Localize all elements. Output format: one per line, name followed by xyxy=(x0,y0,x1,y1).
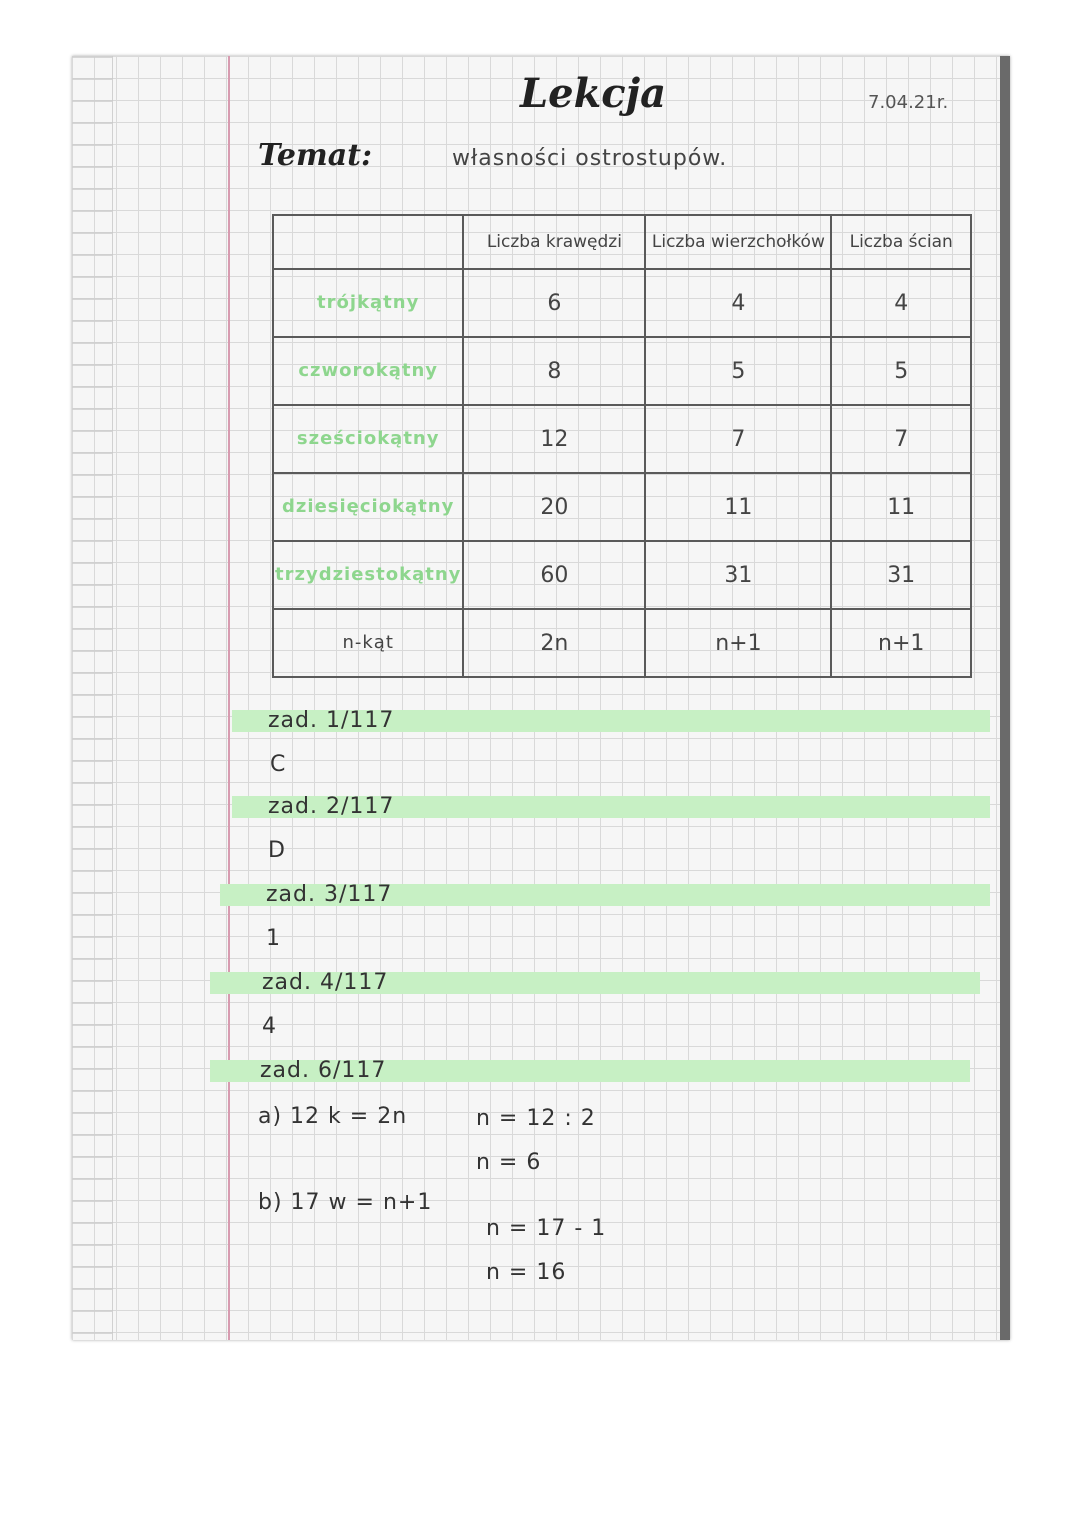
lesson-title: Lekcja xyxy=(520,70,667,117)
table-row xyxy=(273,541,971,609)
topic-label: Temat: xyxy=(258,138,373,173)
pyramid-properties-table xyxy=(272,214,972,678)
task-label: zad. 4/117 xyxy=(262,970,389,995)
edges-cell: 2n xyxy=(463,609,645,677)
row-label: dziesięciokątny xyxy=(273,473,463,541)
row-label: n-kąt xyxy=(273,609,463,677)
topic-text: własności ostrostupów. xyxy=(452,146,728,171)
table-row xyxy=(273,609,971,677)
row-label: trójkątny xyxy=(273,269,463,337)
edges-cell: 60 xyxy=(463,541,645,609)
edges-cell: 20 xyxy=(463,473,645,541)
task6-b-equation: b) 17 w = n+1 xyxy=(258,1190,433,1215)
edges-cell: 12 xyxy=(463,405,645,473)
table-row xyxy=(273,473,971,541)
row-label: czworokątny xyxy=(273,337,463,405)
table-row xyxy=(273,405,971,473)
table-row xyxy=(273,269,971,337)
vertices-cell: 5 xyxy=(645,337,831,405)
task-answer: D xyxy=(268,838,286,863)
table-header-cell: Liczba krawędzi xyxy=(463,215,645,269)
vertices-cell: 7 xyxy=(645,405,831,473)
row-label: sześciokątny xyxy=(273,405,463,473)
task-label: zad. 1/117 xyxy=(268,708,395,733)
page-edge xyxy=(1000,56,1010,1340)
task6-a-equation: a) 12 k = 2n xyxy=(258,1104,408,1129)
spiral-binding xyxy=(72,56,113,1340)
task6-b-step1: n = 17 - 1 xyxy=(486,1216,607,1241)
task6-a-step1: n = 12 : 2 xyxy=(476,1106,596,1131)
task6-a-result: n = 6 xyxy=(476,1150,542,1175)
margin-line xyxy=(228,56,230,1340)
vertices-cell: 31 xyxy=(645,541,831,609)
faces-cell: 4 xyxy=(831,269,971,337)
vertices-cell: 4 xyxy=(645,269,831,337)
lesson-date: 7.04.21r. xyxy=(868,92,949,113)
row-label: trzydziestokątny xyxy=(273,541,463,609)
faces-cell: n+1 xyxy=(831,609,971,677)
task6-b-result: n = 16 xyxy=(486,1260,567,1285)
task-answer: 4 xyxy=(262,1014,277,1039)
faces-cell: 5 xyxy=(831,337,971,405)
faces-cell: 31 xyxy=(831,541,971,609)
task-label: zad. 6/117 xyxy=(260,1058,387,1083)
table-header-cell xyxy=(273,215,463,269)
task-label: zad. 3/117 xyxy=(266,882,393,907)
faces-cell: 11 xyxy=(831,473,971,541)
table-header-cell: Liczba wierzchołków xyxy=(645,215,831,269)
task-answer: 1 xyxy=(266,926,281,951)
edges-cell: 6 xyxy=(463,269,645,337)
edges-cell: 8 xyxy=(463,337,645,405)
table-header-row xyxy=(273,215,971,269)
table-header-cell: Liczba ścian xyxy=(831,215,971,269)
faces-cell: 7 xyxy=(831,405,971,473)
vertices-cell: 11 xyxy=(645,473,831,541)
task-label: zad. 2/117 xyxy=(268,794,395,819)
table-row xyxy=(273,337,971,405)
vertices-cell: n+1 xyxy=(645,609,831,677)
task-answer: C xyxy=(270,752,287,777)
